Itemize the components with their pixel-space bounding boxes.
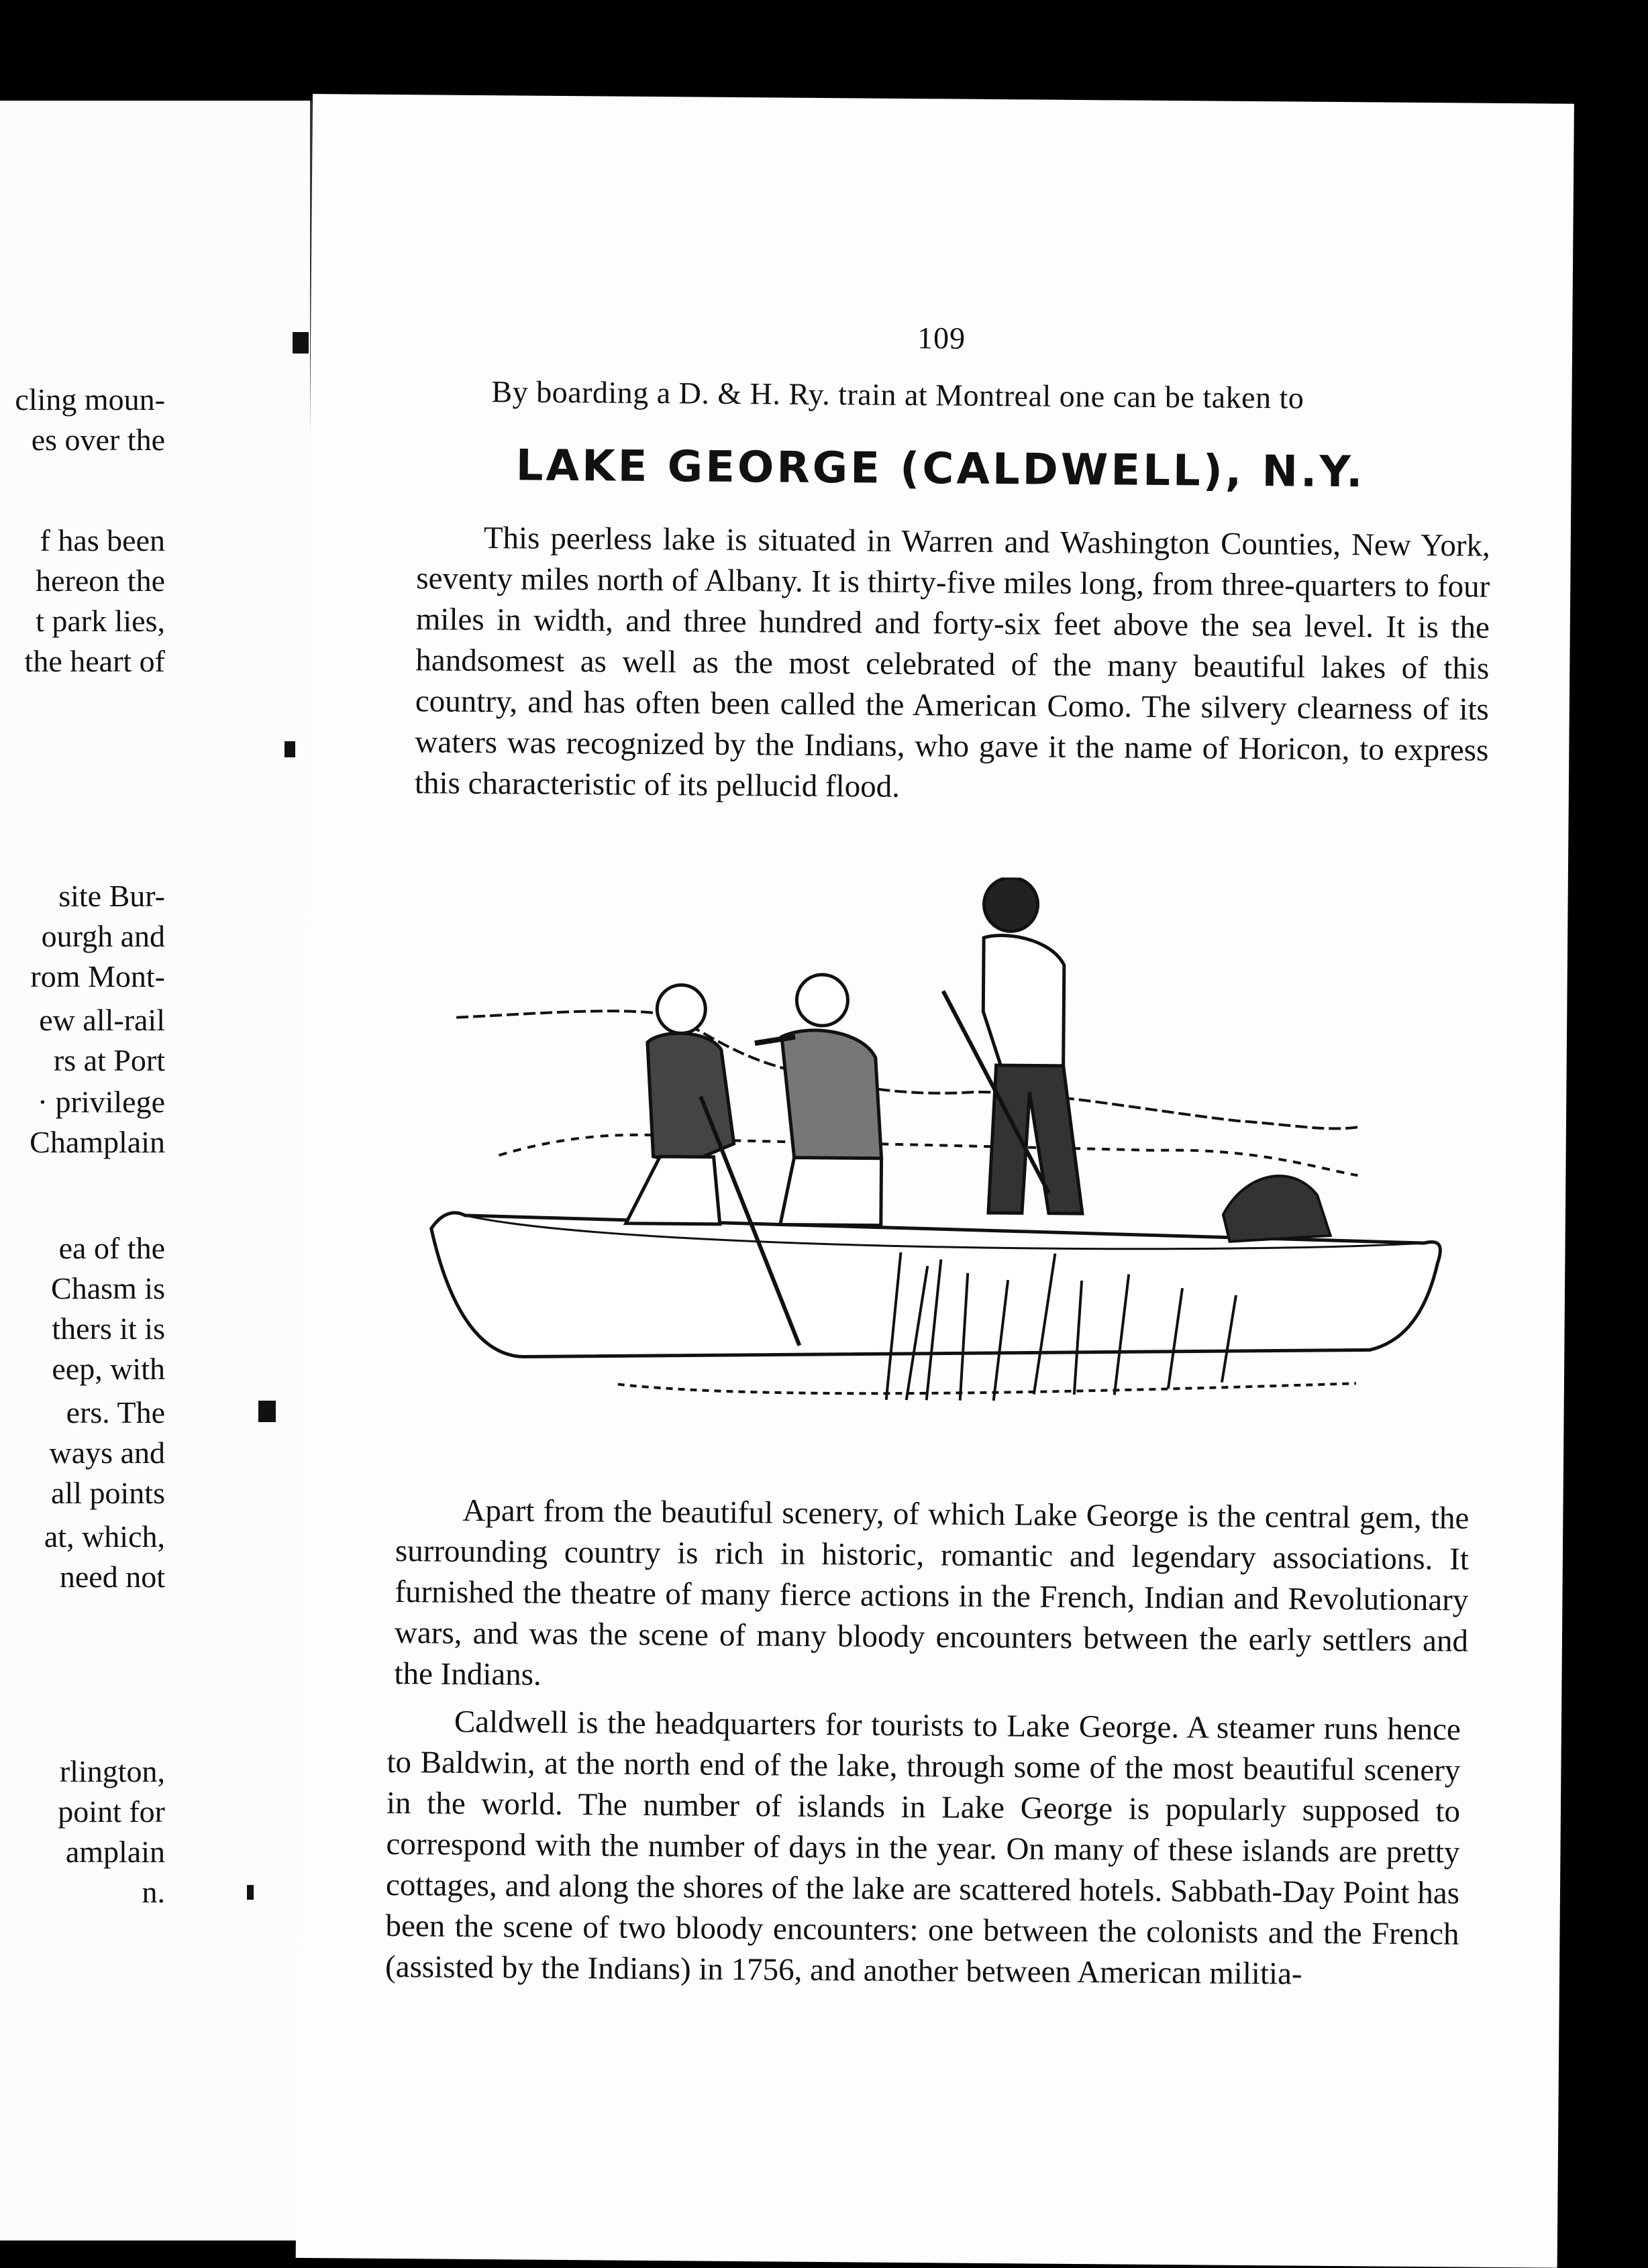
left-page-text-fragment: rlington, — [59, 1754, 165, 1788]
left-page-text-fragment: point for — [58, 1794, 165, 1829]
paragraph-caldwell — [385, 1701, 1461, 1996]
left-page-text-fragment: Chasm is — [51, 1271, 165, 1305]
paragraph-history — [394, 1490, 1469, 1703]
left-page-text-fragment: cling moun- — [15, 382, 165, 417]
left-page-text-fragment: t park lies, — [36, 604, 165, 638]
left-page-text-fragment: site Bur- — [58, 879, 165, 913]
left-page-text-fragment: es over the — [31, 423, 165, 457]
left-page-text-fragment: f has been — [40, 523, 165, 557]
left-page-text-fragment: Champlain — [30, 1125, 165, 1159]
binding-mark — [285, 741, 295, 757]
left-page-text-fragment: rs at Port — [53, 1043, 165, 1077]
left-page-text-fragment: at, which, — [44, 1519, 165, 1554]
section-heading: LAKE GEORGE (CALDWELL), N.Y. — [515, 441, 1366, 498]
left-page-text-fragment: ways and — [49, 1436, 165, 1470]
paddler-middle — [754, 974, 883, 1225]
left-page-text-fragment: ew all-rail — [39, 1003, 165, 1037]
left-page-text-fragment: the heart of — [24, 644, 165, 678]
left-page — [0, 101, 312, 2240]
left-page-text-fragment: rom Mont- — [30, 959, 165, 993]
binding-mark — [247, 1885, 254, 1900]
left-page-text-fragment: need not — [59, 1560, 165, 1594]
standing-poler — [941, 877, 1085, 1213]
left-page-text-fragment: hereon the — [36, 563, 165, 598]
left-page-text-fragment: ea of the — [58, 1231, 165, 1265]
paragraph-3: Caldwell is the headquarters for tourists to Lake George. A steamer runs hence to Baldwin, at the north end of the lake, through some of the most beautiful scenery in the world. The number of islands in Lake George is popularly supposed to correspond with the number of days in the year. On many of these islands are pretty cottages, and along the shores of the lake are scattered hotels. Sabbath-Day Point has been the scene of two bloody encounters: one between the colonists and the French (assisted by the Indians) in 1756, and another between American militia- — [384, 1704, 1461, 1992]
left-page-text-fragment: · privilege — [37, 1085, 165, 1119]
bow-gear — [1223, 1175, 1331, 1242]
left-page-text-fragment: all points — [51, 1476, 165, 1510]
binding-mark — [293, 332, 309, 354]
left-page-text-fragment: thers it is — [52, 1311, 165, 1346]
page-number: 109 — [917, 321, 966, 356]
far-shoreline — [455, 1010, 1359, 1175]
binding-mark — [258, 1401, 276, 1422]
paragraph-1: This peerless lake is situated in Warren and Washington Counties, New York, seventy miles north of Albany. It is thirty-five miles long, from three-quarters to four miles in width, and three hundred and forty-six feet above the sea level. It is the handsomest as well as the most celebrated of the many beautiful lakes of this country, and has often been called the American Como. The silvery clearness of its waters was recognized by the Indians, who gave it the name of Horicon, to express this characteristic of its pellucid flood. — [414, 521, 1490, 804]
left-page-text-fragment: amplain — [65, 1835, 165, 1869]
left-page-text-fragment: ourgh and — [41, 919, 165, 953]
intro-line: By boarding a D. & H. Ry. train at Montreal one can be taken to — [491, 374, 1304, 415]
left-page-text-fragment: n. — [142, 1875, 165, 1909]
left-page-text-fragment: eep, with — [52, 1352, 165, 1386]
right-page — [296, 94, 1574, 2268]
left-page-text-fragment: ers. The — [66, 1395, 165, 1429]
paragraph-2: Apart from the beautiful scenery, of which Lake George is the central gem, the surrounding country is rich in historic, romantic and legendary associations. It furnished the theatre of many fierce actions in the French, Indian and Revolutionary wars, and was the scene of many bloody encounters between the early settlers and the Indians. — [394, 1493, 1470, 1692]
paragraph-lake-description — [415, 517, 1490, 812]
canoe-illustration — [417, 873, 1494, 1418]
